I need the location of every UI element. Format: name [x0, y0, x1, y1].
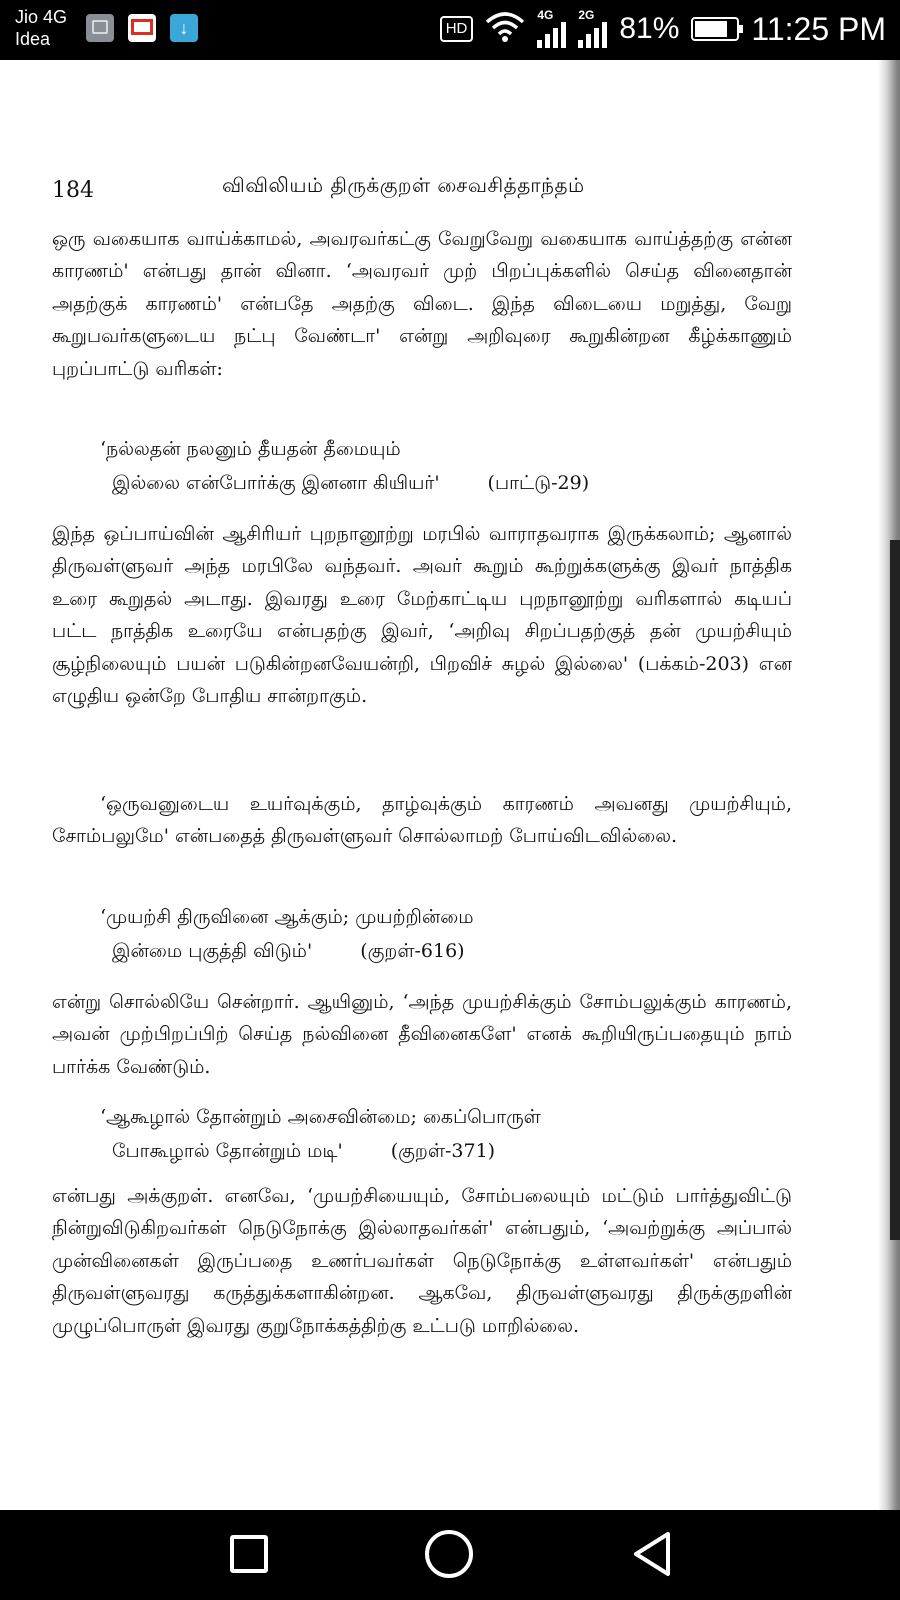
sim2-label: 2G	[578, 8, 595, 22]
verse-3-reference: (குறள்-371)	[390, 1140, 496, 1162]
paragraph-4: என்று சொல்லியே சென்றார். ஆயினும், ‘அந்த முயற்சிக்கும் சோம்பலுக்கும் காரணம், அவன் முற்பிறப்பிற் செய்த நல்வினை தீவினைகளே' எனக் கூறியிருப்பதையும் நாம் பார்க்க வேண்டும்.	[52, 991, 792, 1078]
verse-2	[100, 900, 800, 968]
carrier-line1: Jio 4G	[15, 7, 68, 27]
status-indicators	[440, 10, 886, 48]
home-button[interactable]	[425, 1530, 475, 1580]
back-triangle-icon	[630, 1530, 674, 1578]
verse-3-line-1: ‘ஆகூழால் தோன்றும் அசைவின்மை; கைப்பொருள்	[100, 1106, 541, 1128]
verse-2-line-2-text: இன்மை புகுத்தி விடும்'	[112, 940, 313, 962]
document-page[interactable]	[0, 60, 900, 1510]
gmail-icon	[128, 14, 156, 42]
download-icon: ↓	[170, 14, 198, 42]
verse-1-line-1: ‘நல்லதன் நலனும் தீயதன் தீமையும்	[100, 438, 401, 460]
back-button[interactable]	[630, 1530, 680, 1580]
wifi-icon	[485, 12, 525, 47]
hd-badge: HD	[440, 16, 474, 42]
verse-2-line-1: ‘முயற்சி திருவினை ஆக்கும்; முயற்றின்மை	[100, 906, 474, 928]
carrier-line2: Idea	[15, 29, 51, 49]
battery-percent: 81%	[619, 12, 680, 45]
battery-icon	[691, 17, 739, 41]
signal-icon	[537, 10, 566, 48]
navigation-bar	[0, 1510, 900, 1600]
paragraph-2: இந்த ஒப்பாய்வின் ஆசிரியர் புறநானூற்று மரபில் வாராதவராக இருக்கலாம்; ஆனால் திருவள்ளுவர் அந்த மரபிலே வந்தவர். அவர் கூறும் கூற்றுக்களுக்கு இவர் நாத்திக உரை கூறுதல் அடாது. இவரது உரை மேற்காட்டிய புறநானூற்று வரிகளால் கடியப் பட்ட நாத்திக உரையே என்பதற்கு இவர், ‘அறிவு சிறப்பதற்குத் தன் முயற்சியும் சூழ்நிலையும் பயன் படுகின்றனவேயன்றி, பிறவிச் சுழல் இல்லை' (பக்கம்-203) என எழுதிய ஒன்றே போதிய சான்றாகும்.	[52, 523, 792, 708]
verse-1-reference: (பாட்டு-29)	[487, 472, 590, 494]
clock: 11:25 PM	[751, 10, 886, 47]
verse-1	[100, 432, 800, 500]
paragraph-1: ஒரு வகையாக வாய்க்காமல், அவரவர்கட்கு வேறுவேறு வகையாக வாய்த்தற்கு என்ன காரணம்' என்பது தான் வினா. ‘அவரவர் முற் பிறப்புக்களில் செய்த வினைதான் அதற்குக் காரணம்' என்பதே அதற்கு விடை. இந்த விடையை மறுத்து, வேறு கூறுபவர்களுடைய நட்பு வேண்டா' என்று அறிவுரை கூறுகின்றன கீழ்க்காணும் புறப்பாட்டு வரிகள்:	[52, 228, 792, 380]
running-head: விவிலியம் திருக்குறள் சைவசித்தாந்தம்	[222, 173, 585, 197]
page-edge-binding	[890, 540, 900, 1240]
status-bar	[0, 0, 900, 60]
paragraph-3: ‘ஒருவனுடைய உயர்வுக்கும், தாழ்வுக்கும் காரணம் அவனது முயற்சியும், சோம்பலுமே' என்பதைத் திருவள்ளுவர் சொல்லாமற் போய்விடவில்லை.	[52, 793, 792, 848]
notification-icons	[86, 14, 198, 42]
paragraph-5: என்பது அக்குறள். எனவே, ‘முயற்சியையும், சோம்பலையும் மட்டும் பார்த்துவிட்டு நின்றுவிடுகிறவர்கள் நெடுநோக்கு இல்லாதவர்கள்' என்பதும், ‘அவற்றுக்கு அப்பால் முன்வினைகள் இருப்பதை உணர்பவர்கள் நெடுநோக்கு உள்ளவர்கள்' என்பதும் திருவள்ளுவரது கருத்துக்களாகின்றன. ஆகவே, திருவள்ளுவரது திருக்குறளின் முழுப்பொருள் இவரது குறுநோக்கத்திற்கு உட்படு மாறில்லை.	[52, 1185, 792, 1337]
verse-2-reference: (குறள்-616)	[360, 940, 465, 962]
verse-3-line-2	[100, 1134, 800, 1168]
sim1-label: 4G	[537, 8, 554, 22]
verse-1-line-2-text: இல்லை என்போர்க்கு இனனா கியியர்'	[112, 472, 440, 494]
verse-3-line-2-text: போகூழால் தோன்றும் மடி'	[112, 1140, 343, 1162]
recent-apps-button[interactable]	[225, 1530, 275, 1580]
carrier-info	[15, 6, 67, 50]
battery-fill	[695, 21, 727, 37]
signal-icon-sim2	[578, 10, 607, 48]
gallery-icon	[86, 14, 114, 42]
page-number: 184	[52, 178, 94, 203]
verse-3	[100, 1100, 800, 1168]
verse-1-line-2	[100, 466, 800, 500]
verse-2-line-2	[100, 934, 800, 968]
